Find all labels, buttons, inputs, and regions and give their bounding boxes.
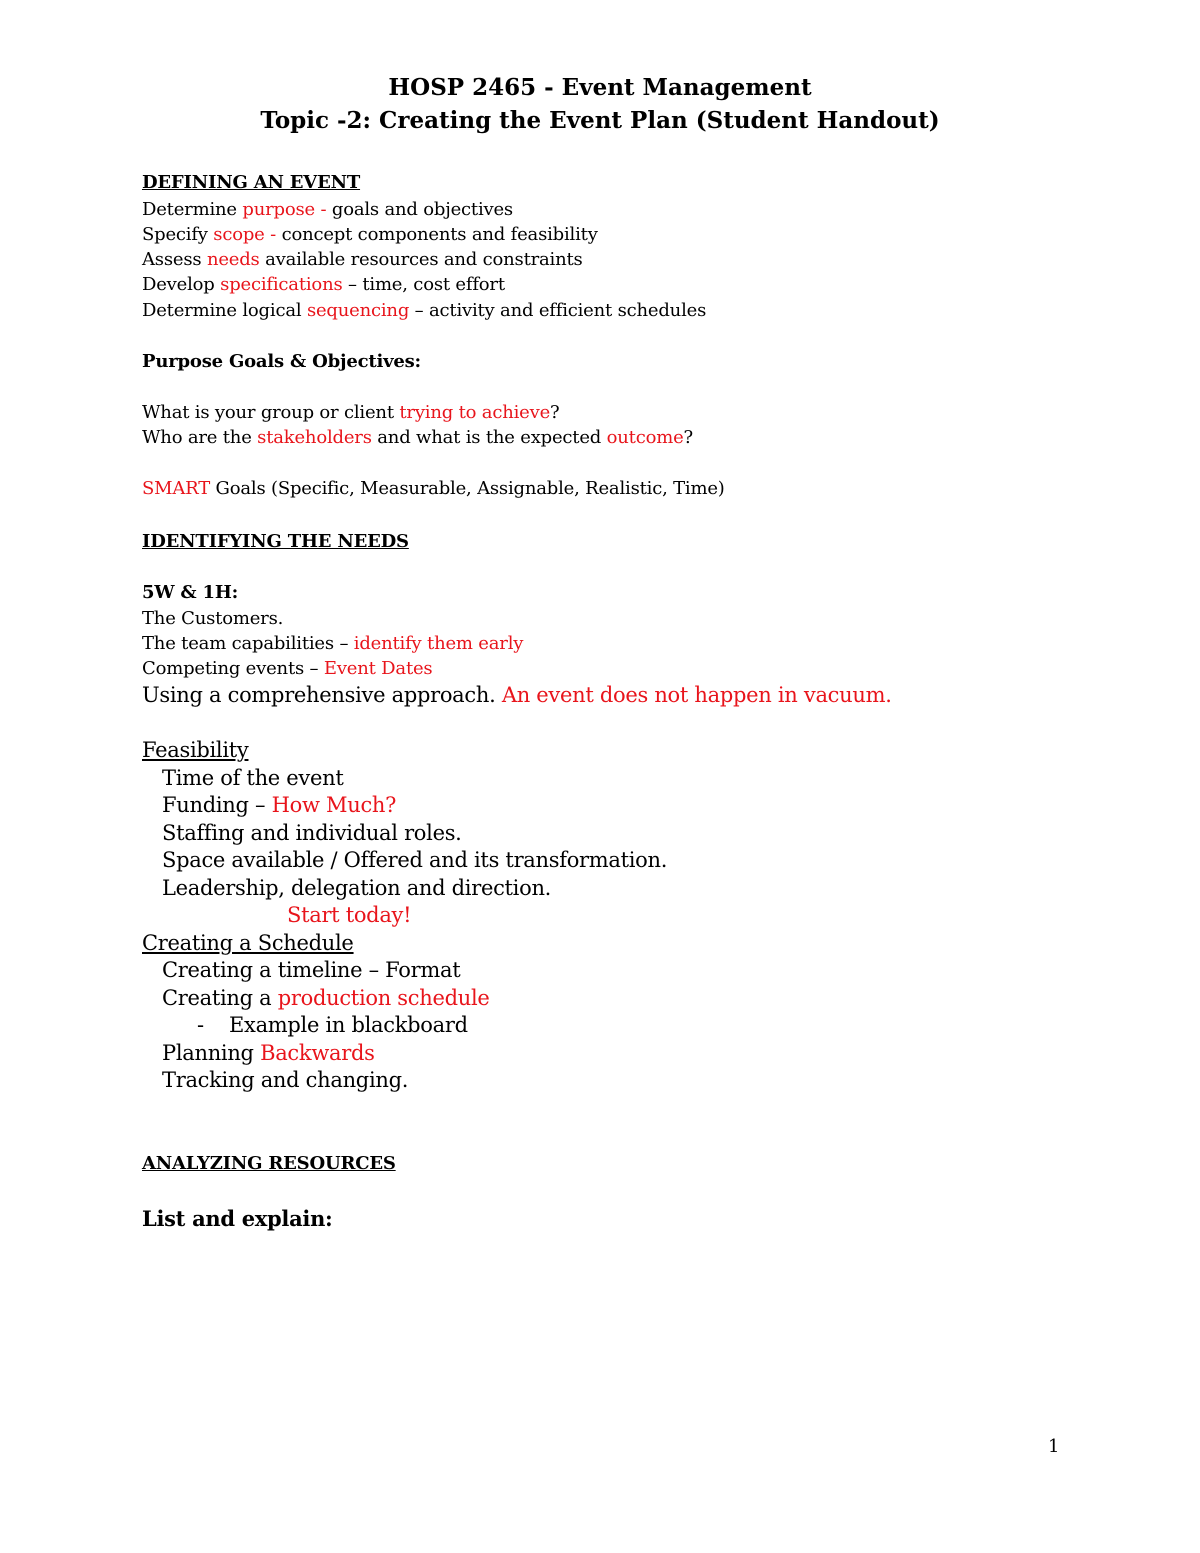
schedule-line-example: Example in blackboard bbox=[229, 1013, 468, 1037]
defining-line-sequencing: Determine logical sequencing – activity and efficient schedules bbox=[142, 300, 707, 321]
resources-subheading: List and explain: bbox=[142, 1206, 333, 1231]
feasibility-line-staffing: Staffing and individual roles. bbox=[162, 821, 462, 845]
smart-goals-line: SMART Goals (Specific, Measurable, Assignable, Realistic, Time) bbox=[142, 478, 725, 499]
schedule-heading: Creating a Schedule bbox=[142, 931, 354, 955]
feasibility-line-leadership: Leadership, delegation and direction. bbox=[162, 876, 552, 900]
feasibility-line-space: Space available / Offered and its transformation. bbox=[162, 848, 668, 872]
defining-line-scope: Specify scope - concept components and feasibility bbox=[142, 224, 598, 245]
schedule-line-production: Creating a production schedule bbox=[162, 986, 490, 1010]
feasibility-line-funding: Funding – How Much? bbox=[162, 793, 397, 817]
feasibility-heading: Feasibility bbox=[142, 738, 249, 762]
document-subtitle: Topic -2: Creating the Event Plan (Student Handout) bbox=[260, 107, 940, 134]
needs-line-approach: Using a comprehensive approach. An event does not happen in vacuum. bbox=[142, 683, 892, 707]
page-number: 1 bbox=[1048, 1436, 1060, 1457]
defining-line-purpose: Determine purpose - goals and objectives bbox=[142, 199, 513, 220]
needs-line-competing: Competing events – Event Dates bbox=[142, 658, 433, 679]
purpose-question-stakeholders: Who are the stakeholders and what is the expected outcome? bbox=[142, 427, 693, 448]
section-heading-defining: DEFINING AN EVENT bbox=[142, 172, 361, 193]
purpose-heading: Purpose Goals & Objectives: bbox=[142, 351, 421, 372]
schedule-line-timeline: Creating a timeline – Format bbox=[162, 958, 461, 982]
defining-line-needs: Assess needs available resources and constraints bbox=[142, 249, 583, 270]
section-heading-needs: IDENTIFYING THE NEEDS bbox=[142, 531, 409, 552]
schedule-line-backwards: Planning Backwards bbox=[162, 1041, 375, 1065]
purpose-question-achieve: What is your group or client trying to achieve? bbox=[142, 402, 560, 423]
schedule-line-tracking: Tracking and changing. bbox=[162, 1068, 409, 1092]
needs-line-customers: The Customers. bbox=[142, 608, 284, 629]
document-title: HOSP 2465 - Event Management bbox=[388, 74, 812, 101]
needs-line-team: The team capabilities – identify them early bbox=[142, 633, 524, 654]
defining-line-specifications: Develop specifications – time, cost effort bbox=[142, 274, 505, 295]
feasibility-line-start-today: Start today! bbox=[287, 903, 412, 927]
section-heading-resources: ANALYZING RESOURCES bbox=[142, 1153, 396, 1174]
feasibility-line-time: Time of the event bbox=[162, 766, 344, 790]
schedule-bullet-dash: - bbox=[197, 1013, 205, 1037]
needs-subheading: 5W & 1H: bbox=[142, 582, 239, 603]
